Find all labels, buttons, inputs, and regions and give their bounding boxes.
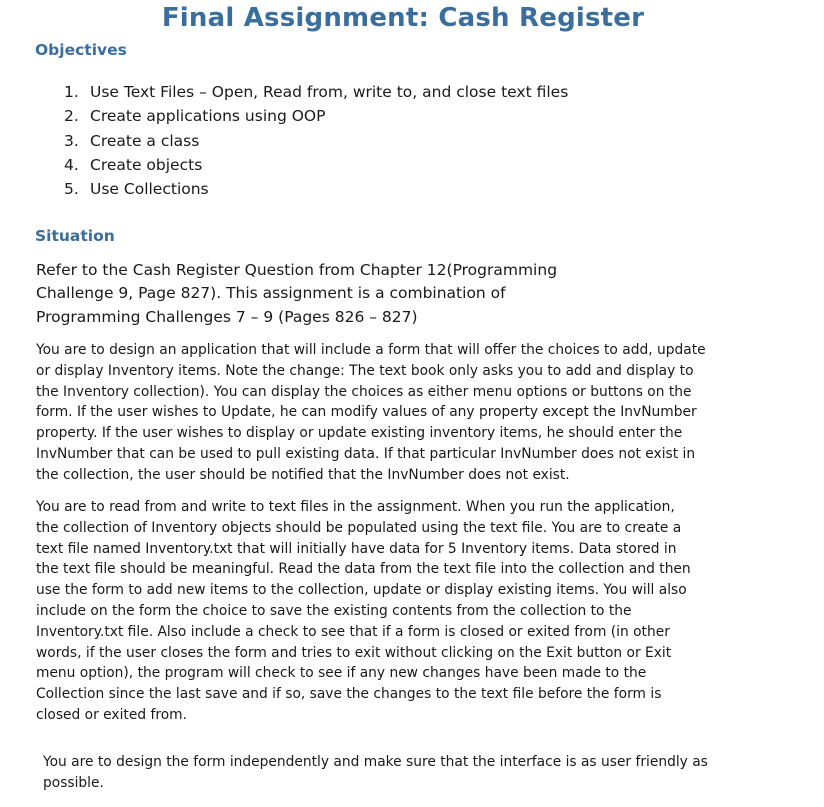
text-line: text file named Inventory.txt that will initially have data for 5 Inventory items. Data stored in xyxy=(36,540,677,557)
list-item xyxy=(64,104,568,128)
text-line: closed or exited from. xyxy=(36,706,187,723)
list-text: Create applications using OOP xyxy=(90,107,326,126)
text-line: property. If the user wishes to display or update existing inventory items, he should enter the xyxy=(36,425,683,442)
text-line: Refer to the Cash Register Question from Chapter 12(Programming xyxy=(36,261,558,279)
text-line: possible. xyxy=(43,774,104,791)
text-line: Challenge 9, Page 827). This assignment is a combination of xyxy=(36,284,506,303)
list-text: Use Text Files – Open, Read from, write to, and close text files xyxy=(90,83,569,101)
page-title: Final Assignment: Cash Register xyxy=(161,3,645,33)
paragraph-text-files xyxy=(36,497,786,726)
text-line: the collection, the user should be notified that the InvNumber does not exist. xyxy=(36,466,570,483)
objectives-list xyxy=(64,80,568,201)
paragraph-design-application xyxy=(36,340,786,486)
list-number: 3. xyxy=(64,131,79,150)
text-line: You are to design the form independently and make sure that the interface is as user friendly as xyxy=(43,754,708,770)
text-line: use the form to add new items to the collection, update or display existing items. You will also xyxy=(36,582,687,599)
text-line: Inventory.txt file. Also include a check to see that if a form is closed or exited from (in other xyxy=(36,623,670,640)
list-item xyxy=(64,153,568,177)
text-line: Programming Challenges 7 – 9 (Pages 826 – 827) xyxy=(36,307,418,326)
text-line: words, if the user closes the form and tries to exit without clicking on the Exit button or Exit xyxy=(36,644,672,661)
text-line: the Inventory collection). You can display the choices as either menu options or buttons on the xyxy=(36,383,692,400)
text-line: menu option), the program will check to see if any new changes have been made to the xyxy=(36,665,647,682)
list-number: 5. xyxy=(64,180,79,199)
list-item xyxy=(64,177,568,201)
text-line: You are to read from and write to text files in the assignment. When you run the application, xyxy=(36,499,675,515)
list-number: 1. xyxy=(64,83,79,101)
list-item xyxy=(64,129,568,153)
text-line: InvNumber that can be used to pull existing data. If that particular InvNumber does not exist in xyxy=(36,445,696,462)
text-line: or display Inventory items. Note the change: The text book only asks you to add and display to xyxy=(36,362,694,379)
text-line: form. If the user wishes to Update, he can modify values of any property except the InvNumber xyxy=(36,404,697,421)
objectives-heading: Objectives xyxy=(35,41,127,59)
list-number: 4. xyxy=(64,155,79,174)
situation-heading: Situation xyxy=(35,227,115,245)
text-line: the collection of Inventory objects should be populated using the text file. You are to create a xyxy=(36,519,682,536)
list-text: Create objects xyxy=(90,155,203,174)
text-line: include on the form the choice to save the existing contents from the collection to the xyxy=(36,602,632,619)
text-line: You are to design an application that will include a form that will offer the choices to add, update xyxy=(36,342,706,358)
situation-intro xyxy=(36,259,626,329)
text-line: Collection since the last save and if so, save the changes to the text file before the form is xyxy=(36,686,662,703)
list-item xyxy=(64,80,568,104)
paragraph-form-design xyxy=(43,752,793,794)
list-number: 2. xyxy=(64,107,79,126)
list-text: Use Collections xyxy=(90,180,209,199)
text-line: the text file should be meaningful. Read the data from the text file into the collection and then xyxy=(36,561,691,578)
list-text: Create a class xyxy=(90,131,200,150)
